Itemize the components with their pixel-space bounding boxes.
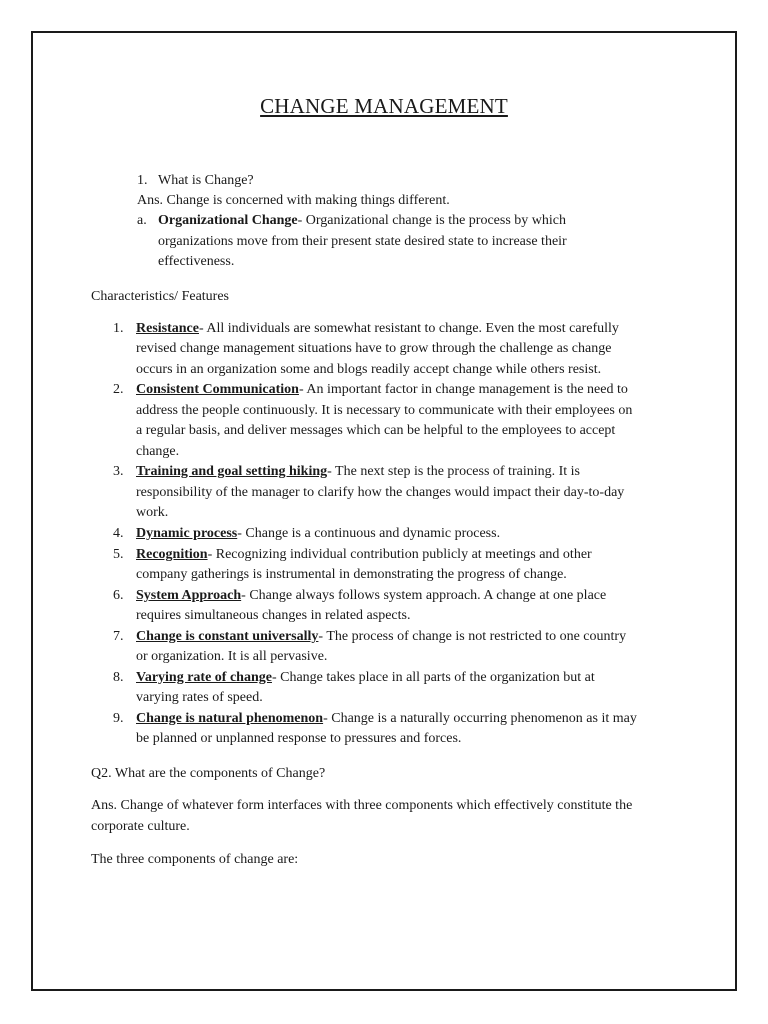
feature-line: company gatherings is instrumental in demonstrating the progress of change.: [136, 567, 567, 582]
question-2-answer-line-2: corporate culture.: [91, 819, 190, 834]
feature-line: [136, 627, 626, 648]
feature-line: varying rates of speed.: [136, 690, 263, 705]
feature-number: 7.: [113, 629, 124, 644]
feature-desc: - Change always follows system approach. A change at one place: [241, 588, 607, 603]
feature-desc: - Change is a naturally occurring phenomenon as it may: [323, 711, 637, 726]
organizational-change-line-2: organizations move from their present state desired state to increase their: [158, 234, 567, 249]
feature-number: 9.: [113, 711, 124, 726]
feature-number: 4.: [113, 526, 124, 541]
feature-line: responsibility of the manager to clarify how the changes would impact their day-to-day: [136, 485, 625, 500]
question-2: Q2. What are the components of Change?: [91, 766, 326, 781]
feature-line: revised change management situations have to grow through the challenge as change: [136, 341, 612, 356]
feature-term: Consistent Communication: [136, 382, 299, 397]
feature-line: change.: [136, 444, 180, 459]
feature-line: [136, 709, 637, 730]
feature-line: occurs in an organization some and blogs readily accept change while others resist.: [136, 362, 602, 377]
feature-line: [136, 668, 595, 689]
feature-line: [136, 380, 628, 401]
feature-number: 1.: [113, 321, 124, 336]
sub-item-marker: a.: [137, 213, 147, 228]
feature-line: or organization. It is all pervasive.: [136, 649, 328, 664]
feature-number: 2.: [113, 382, 124, 397]
feature-line: work.: [136, 505, 169, 520]
feature-number: 3.: [113, 464, 124, 479]
three-components-text: The three components of change are:: [91, 852, 299, 867]
feature-desc: - An important factor in change management is the need to: [298, 382, 628, 397]
question-2-answer-line-1: Ans. Change of whatever form interfaces with three components which effectively constitute the: [91, 798, 633, 813]
feature-desc: - The next step is the process of training. It is: [327, 464, 580, 479]
feature-desc: - Recognizing individual contribution publicly at meetings and other: [207, 547, 592, 562]
feature-line: [136, 319, 619, 340]
feature-term: Dynamic process: [136, 526, 238, 541]
feature-term: Varying rate of change: [136, 670, 272, 685]
feature-line: address the people continuously. It is necessary to communicate with their employees on: [136, 403, 633, 418]
feature-term: Change is constant universally: [136, 629, 319, 644]
feature-desc: - Change is a continuous and dynamic process.: [237, 526, 501, 541]
feature-desc: - The process of change is not restricted to one country: [318, 629, 627, 644]
organizational-change-term: Organizational Change: [158, 213, 298, 228]
feature-line: [136, 462, 580, 483]
feature-term: System Approach: [136, 588, 242, 603]
feature-term: Change is natural phenomenon: [136, 711, 324, 726]
question-1-number: 1.: [137, 173, 148, 188]
feature-number: 6.: [113, 588, 124, 603]
feature-term: Training and goal setting hiking: [136, 464, 328, 479]
feature-term: Recognition: [136, 547, 208, 562]
feature-line: requires simultaneous changes in related aspects.: [136, 608, 411, 623]
organizational-change-desc: - Organizational change is the process by which: [297, 213, 567, 228]
feature-number: 8.: [113, 670, 124, 685]
feature-line: [136, 545, 592, 566]
feature-line: [136, 586, 606, 607]
document-title: CHANGE MANAGEMENT: [260, 94, 508, 118]
feature-term: Resistance: [136, 321, 199, 336]
feature-desc: - All individuals are somewhat resistant to change. Even the most carefully: [199, 321, 619, 336]
characteristics-heading: Characteristics/ Features: [91, 289, 230, 304]
feature-line: a regular basis, and deliver messages which can be helpful to the employees to accept: [136, 423, 616, 438]
organizational-change-line-3: effectiveness.: [158, 254, 235, 269]
feature-desc: - Change takes place in all parts of the organization but at: [271, 670, 595, 685]
feature-line: [136, 524, 500, 545]
question-1-answer: Ans. Change is concerned with making things different.: [137, 193, 450, 208]
feature-number: 5.: [113, 547, 124, 562]
feature-line: be planned or unplanned response to pressures and forces.: [136, 731, 462, 746]
organizational-change-line-1: [158, 211, 566, 232]
question-1-text: What is Change?: [158, 173, 254, 188]
